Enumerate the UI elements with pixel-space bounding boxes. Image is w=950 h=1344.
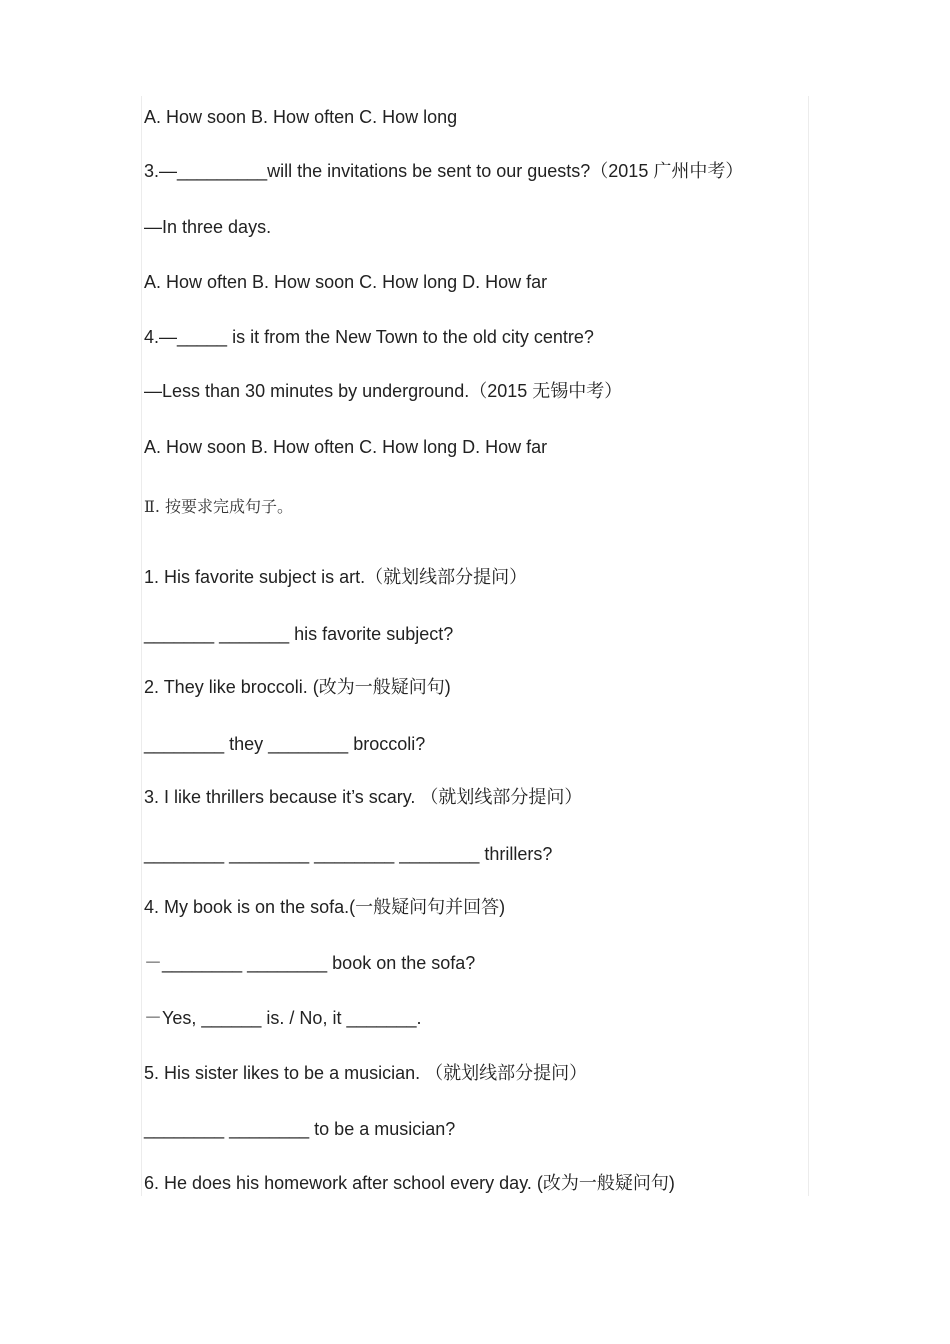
s2-blank: ________ they ________ broccoli? [144, 734, 426, 754]
s3-blank: ________ ________ ________ ________ thrillers? [144, 844, 553, 864]
s2-prompt: 2. They like broccoli. (改为一般疑问句) [144, 677, 451, 697]
s3-prompt: 3. I like thrillers because it’s scary. （就划线部分提问） [144, 787, 583, 807]
q3-options: A. How often B. How soon C. How long D. How far [144, 272, 548, 292]
section-ii-heading: Ⅱ. 按要求完成句子。 [144, 497, 294, 516]
q3-question: 3.—_________will the invitations be sent to our guests?（2015 广州中考） [144, 161, 744, 181]
s5-blank: ________ ________ to be a musician? [144, 1119, 456, 1139]
q3-answer: —In three days. [144, 217, 272, 237]
page-left-border [141, 96, 142, 1196]
s6-prompt: 6. He does his homework after school every day. (改为一般疑问句) [144, 1173, 675, 1193]
s4-prompt: 4. My book is on the sofa.(一般疑问句并回答) [144, 897, 506, 917]
page-right-border [808, 96, 809, 1196]
s4-blank-answer: －Yes, ______ is. / No, it _______. [144, 1008, 422, 1028]
s1-blank: _______ _______ his favorite subject? [144, 624, 454, 644]
q4-question: 4.—_____ is it from the New Town to the old city centre? [144, 327, 594, 347]
s5-prompt: 5. His sister likes to be a musician. （就划线部分提问） [144, 1063, 588, 1083]
s4-blank-question: －________ ________ book on the sofa? [144, 953, 476, 973]
q4-options: A. How soon B. How often C. How long D. How far [144, 437, 548, 457]
q2-options: A. How soon B. How often C. How long [144, 107, 458, 127]
q4-answer: —Less than 30 minutes by underground.（2015 无锡中考） [144, 381, 623, 401]
s1-prompt: 1. His favorite subject is art.（就划线部分提问） [144, 567, 528, 587]
